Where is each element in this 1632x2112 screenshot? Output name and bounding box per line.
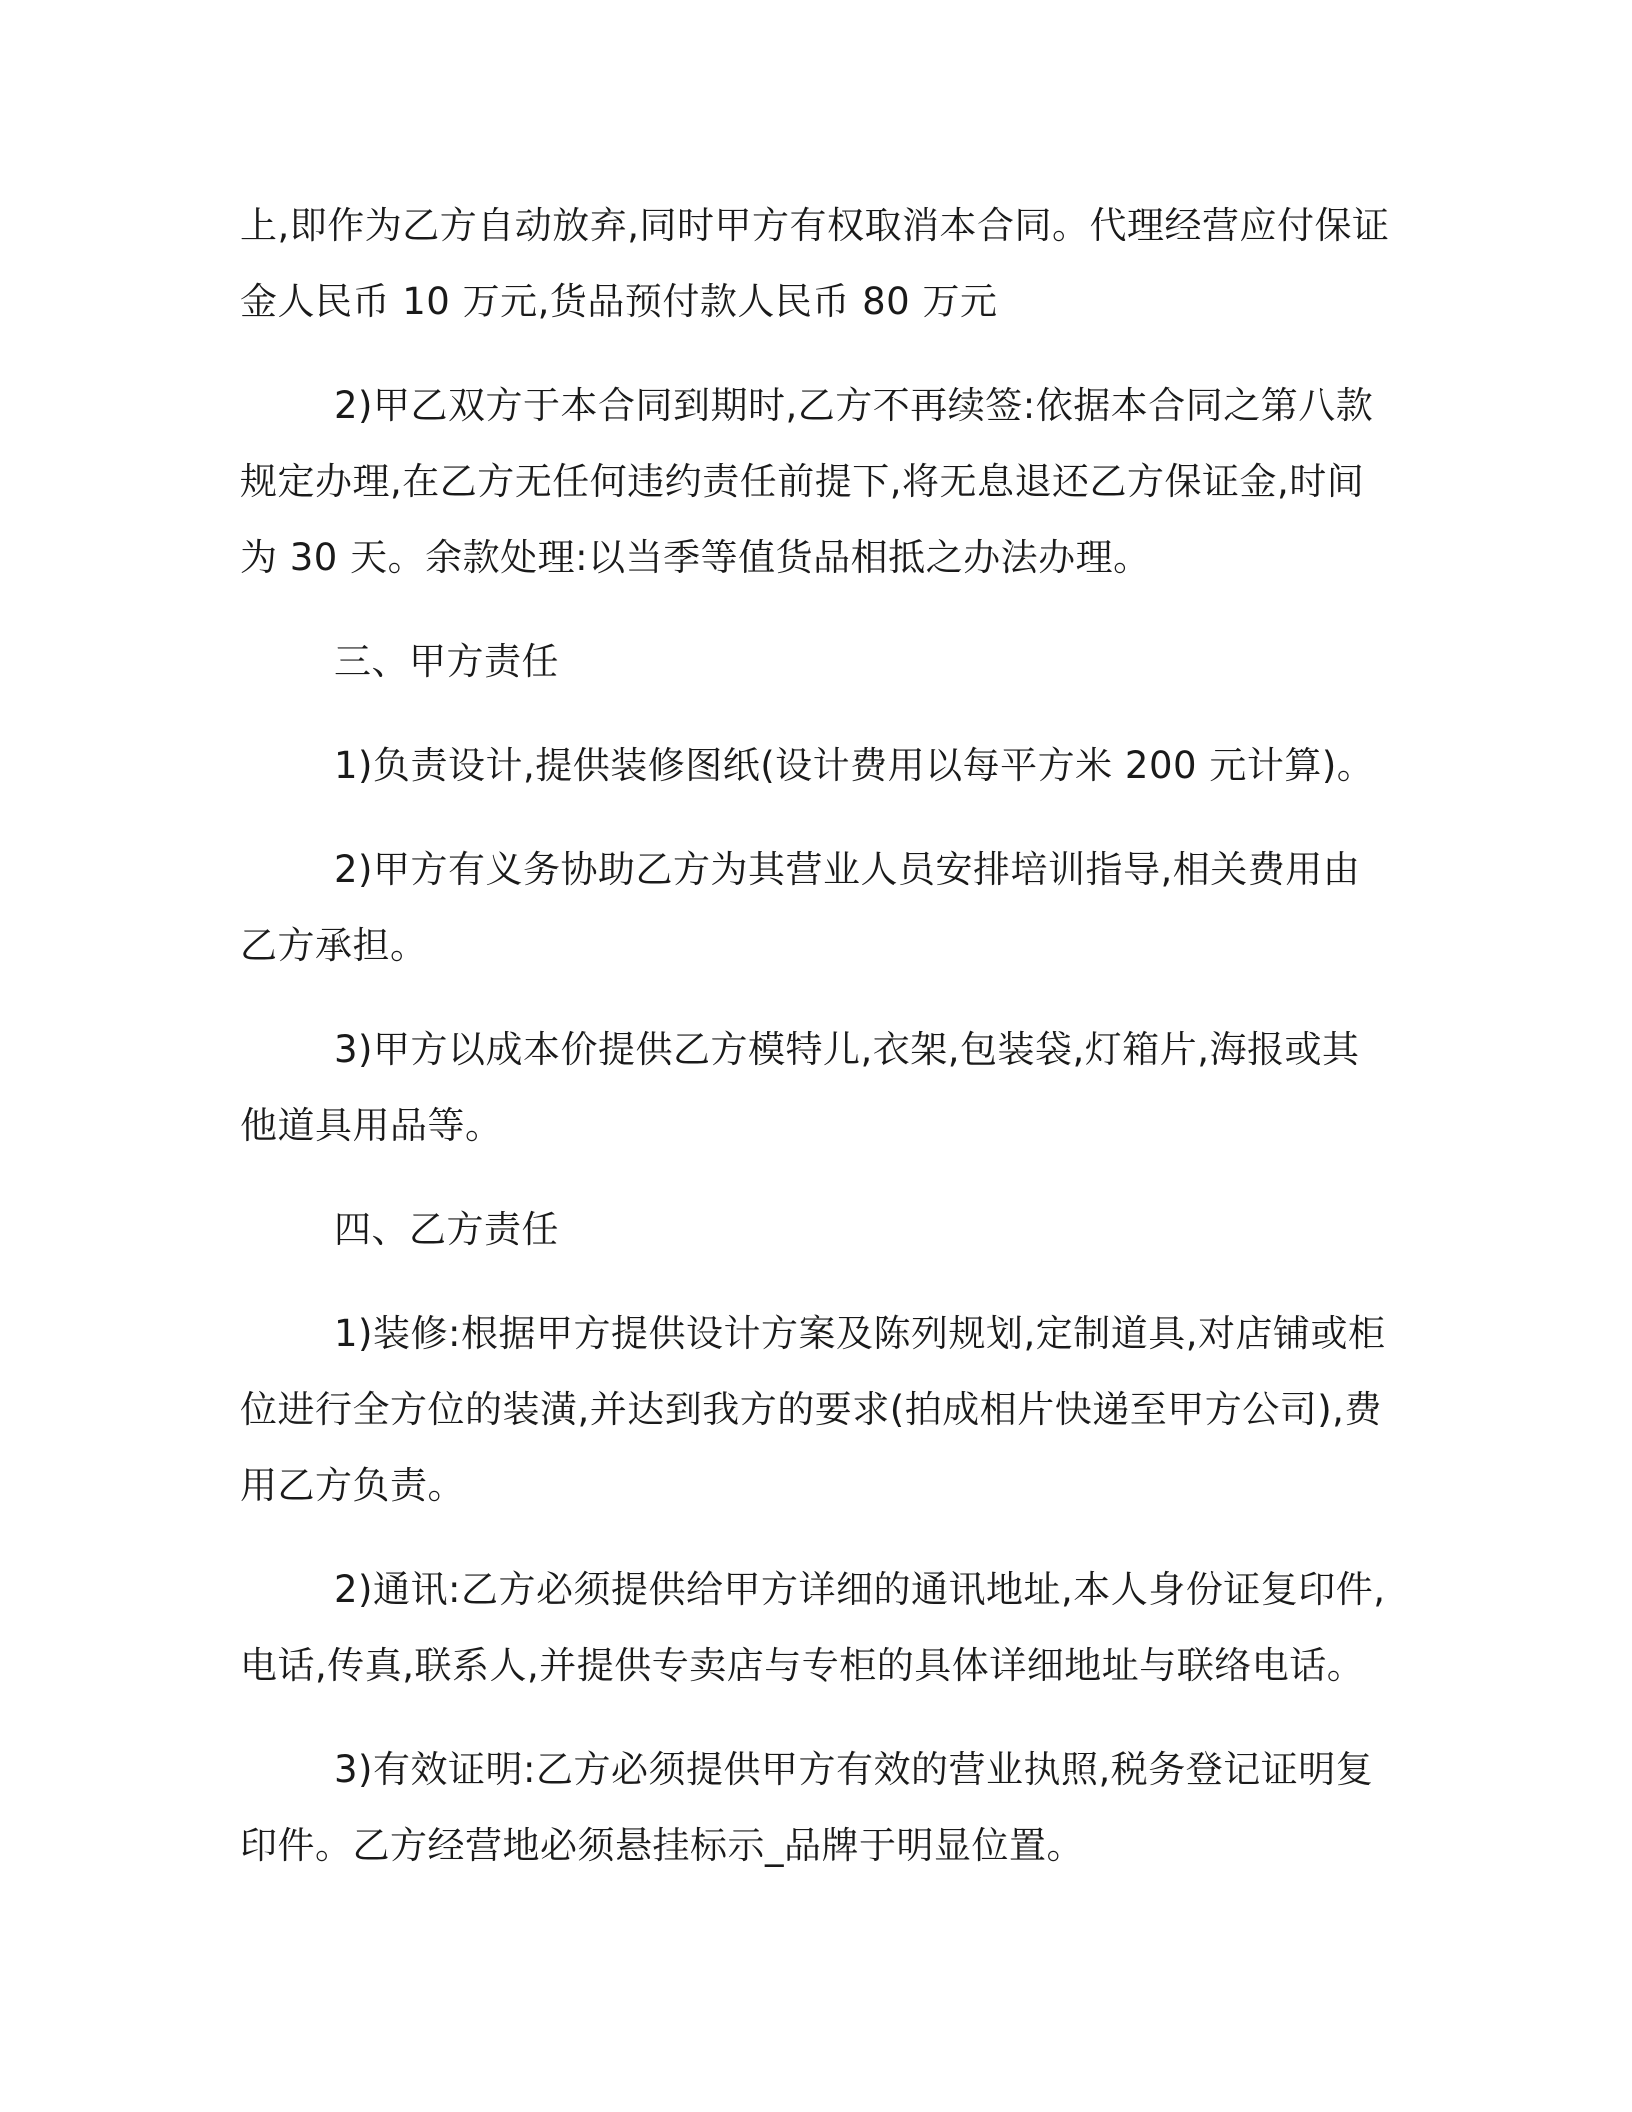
paragraph-party-b-contact: 2)通讯:乙方必须提供给甲方详细的通讯地址,本人身份证复印件,电话,传真,联系人,并提供专卖店与专柜的具体详细地址与联络电话。 (240, 1568, 1386, 1687)
section-heading-party-b-duties: 四、乙方责任 (334, 1208, 559, 1251)
paragraph-party-a-design: 1)负责设计,提供装修图纸(设计费用以每平方米 200 元计算)。 (334, 744, 1375, 787)
document-body (240, 188, 1390, 1912)
paragraph-continuation: 上,即作为乙方自动放弃,同时甲方有权取消本合同。代理经营应付保证金人民币 10 万元,货品预付款人民币 80 万元 (240, 204, 1390, 323)
paragraph-party-b-license: 3)有效证明:乙方必须提供甲方有效的营业执照,税务登记证明复印件。乙方经营地必须悬挂标示_品牌于明显位置。 (240, 1748, 1374, 1867)
paragraph-party-b-decoration: 1)装修:根据甲方提供设计方案及陈列规划,定制道具,对店铺或柜位进行全方位的装潢,并达到我方的要求(拍成相片快递至甲方公司),费用乙方负责。 (240, 1312, 1386, 1507)
paragraph-party-a-training: 2)甲方有义务协助乙方为其营业人员安排培训指导,相关费用由乙方承担。 (240, 848, 1361, 967)
paragraph-renewal-terms: 2)甲乙双方于本合同到期时,乙方不再续签:依据本合同之第八款规定办理,在乙方无任何违约责任前提下,将无息退还乙方保证金,时间为 30 天。余款处理:以当季等值货品相抵之办法办理。 (240, 384, 1374, 579)
paragraph-party-a-props: 3)甲方以成本价提供乙方模特儿,衣架,包装袋,灯箱片,海报或其他道具用品等。 (240, 1028, 1360, 1147)
section-heading-party-a-duties: 三、甲方责任 (334, 640, 559, 683)
